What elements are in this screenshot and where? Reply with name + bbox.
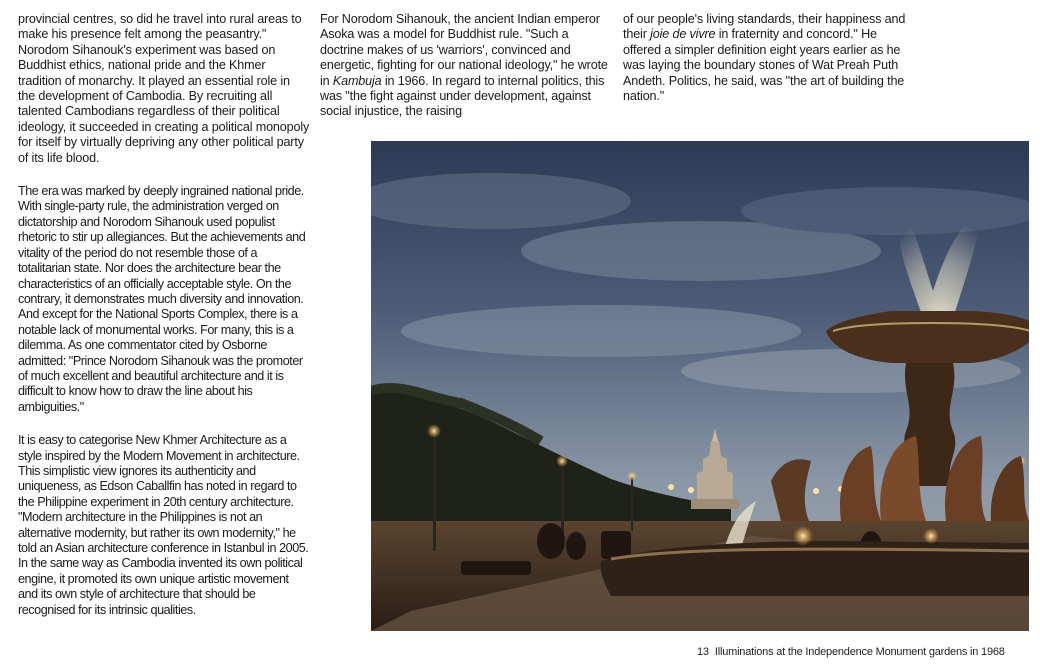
- right-italic-phrase: joie de vivre: [650, 27, 716, 42]
- middle-text-b: in 1966. In regard to internal politics, this was "the fight against under development, against social injustice, the raising: [320, 73, 605, 119]
- figure-caption: [697, 646, 1005, 658]
- figure-number: 13: [697, 646, 709, 658]
- figure-caption-text: Illuminations at the Independence Monument gardens in 1968: [714, 646, 1005, 658]
- right-text-a: of our people's living standards, their happiness and their: [623, 12, 906, 42]
- left-paragraph-3: It is easy to categorise New Khmer Architecture as a style inspired by the Modern Movement in architecture. This simplistic view ignores its authenticity and uniqueness, as Edson Caballfin has noted in regard to the Philippine experiment in 20th century architecture. "Modern architecture in the Philippines is not an alternative modernity, but rather its own modernity," he told an Asian architecture conference in Istanbul in 2005. In the same way as Cambodia invented its own political engine, it promoted its own unique artistic movement and its own style of architecture that should be recognised for its intrinsic qualities.: [18, 433, 309, 617]
- middle-text-column: [320, 12, 615, 120]
- right-text-column: [623, 12, 913, 104]
- left-paragraph-2: The era was marked by deeply ingrained national pride. With single-party rule, the administration verged on dictatorship and Norodom Sihanouk used populist rhetoric to stir up allegiances. But the achievements and vitality of the period do not resemble those of a totalitarian state. Nor does the architecture bear the characteristics of an officially acceptable style. On the contrary, it demonstrates much diversity and innovation. And except for the National Sports Complex, there is a notable lack of monumental works. For many, this is a dilemma. As one commentator cited by Osborne admitted: "Prince Norodom Sihanouk was the promoter of much excellent and beautiful architecture and it is difficult to know how to draw the line about his ambiguities.": [18, 184, 306, 414]
- paragraph-gap: [18, 415, 310, 433]
- left-text-column: [18, 12, 310, 618]
- paragraph-gap: [18, 166, 310, 184]
- middle-paragraph: [320, 12, 615, 120]
- left-paragraph-1: provincial centres, so did he travel into rural areas to make his presence felt among the peasantry." Norodom Sihanouk's experiment was based on Buddhist ethics, national pride and the Khmer tradition of monarchy. It played an essential role in the development of Cambodia. By recruiting all talented Cambodians regardless of their political ideology, it succeeded in creating a political monopoly for itself by virtually depriving any other political party of its life blood.: [18, 12, 310, 165]
- middle-text-a: For Norodom Sihanouk, the ancient Indian emperor Asoka was a model for Buddhist rule. "Such a doctrine makes of us 'warriors', convinced and energetic, fighting for our national ideology," he wrote in: [320, 12, 608, 88]
- right-paragraph: [623, 12, 913, 104]
- independence-monument-photo: [371, 141, 1029, 631]
- middle-italic-title: Kambuja: [332, 73, 382, 88]
- right-text-b: in fraternity and concord." He offered a simpler definition eight years earlier as he was laying the boundary stones of Wat Preah Puth Andeth. Politics, he said, was "the art of building the nation.": [623, 27, 905, 104]
